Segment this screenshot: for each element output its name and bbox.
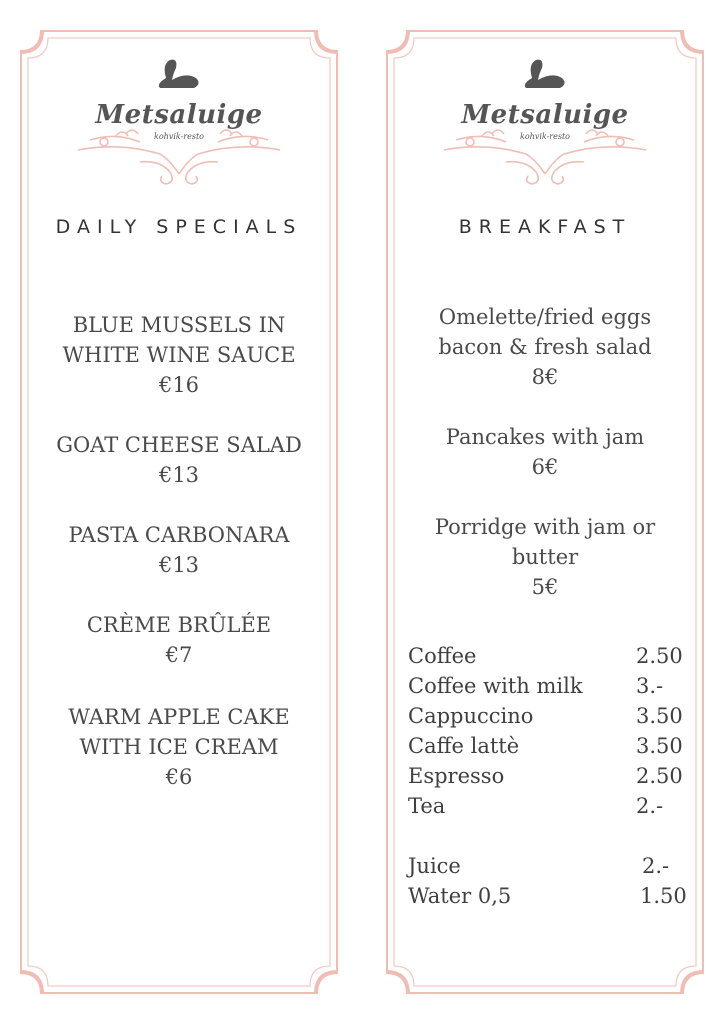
dish-item [28, 520, 330, 580]
dish-item [28, 702, 330, 792]
dish-price: €13 [158, 463, 200, 487]
daily-specials-card [20, 30, 338, 994]
dish-price: €16 [158, 373, 200, 397]
swan-ornament-icon [20, 50, 338, 210]
drink-name: Juice [408, 854, 461, 878]
dish-item [394, 302, 696, 392]
swan-ornament-icon [386, 50, 704, 210]
drink-price: 2.- [636, 794, 664, 818]
brand-name: Metsaluige [95, 100, 263, 130]
drink-price: 2.50 [636, 764, 683, 788]
dish-name: WHITE WINE SAUCE [62, 343, 296, 367]
brand-tagline: kohvik-resto [154, 132, 204, 141]
dish-name: CRÈME BRÛLÉE [86, 613, 272, 637]
brand-name: Metsaluige [461, 100, 629, 130]
section-title: DAILY SPECIALS [55, 216, 303, 238]
dish-name: WITH ICE CREAM [79, 735, 279, 759]
dish-price: 8€ [531, 365, 559, 389]
dish-item [28, 310, 330, 400]
drink-name: Coffee with milk [408, 674, 583, 698]
drink-price: 3.- [636, 674, 664, 698]
drink-name: Caffe lattè [408, 734, 520, 758]
dish-name: Omelette/fried eggs [438, 305, 652, 329]
dish-item [394, 512, 696, 602]
dish-name: WARM APPLE CAKE [68, 705, 290, 729]
dish-price: €6 [165, 765, 193, 789]
drink-name: Tea [408, 794, 446, 818]
breakfast-card [386, 30, 704, 994]
dish-name: Pancakes with jam [445, 425, 645, 449]
restaurant-logo [20, 50, 338, 210]
brand-tagline: kohvik-resto [520, 132, 570, 141]
dish-name: GOAT CHEESE SALAD [56, 433, 302, 457]
drink-name: Coffee [408, 644, 477, 668]
dish-name: butter [511, 545, 579, 569]
drink-name: Espresso [408, 764, 505, 788]
dish-name: PASTA CARBONARA [68, 523, 290, 547]
drink-name: Water 0,5 [408, 884, 512, 908]
dish-item [394, 422, 696, 482]
dish-item [28, 430, 330, 490]
dish-item [28, 610, 330, 670]
drink-price: 3.50 [636, 734, 683, 758]
section-title: BREAKFAST [458, 216, 632, 238]
dish-price: €7 [165, 643, 193, 667]
drink-name: Cappuccino [408, 704, 534, 728]
drink-price: 2.50 [636, 644, 683, 668]
dish-price: 5€ [531, 575, 559, 599]
drink-price: 1.50 [640, 884, 687, 908]
drink-price: 3.50 [636, 704, 683, 728]
dish-name: bacon & fresh salad [438, 335, 652, 359]
dish-name: BLUE MUSSELS IN [72, 313, 286, 337]
restaurant-logo [386, 50, 704, 210]
drink-price: 2.- [642, 854, 670, 878]
dish-name: Porridge with jam or [434, 515, 656, 539]
dish-price: €13 [158, 553, 200, 577]
dish-price: 6€ [531, 455, 559, 479]
